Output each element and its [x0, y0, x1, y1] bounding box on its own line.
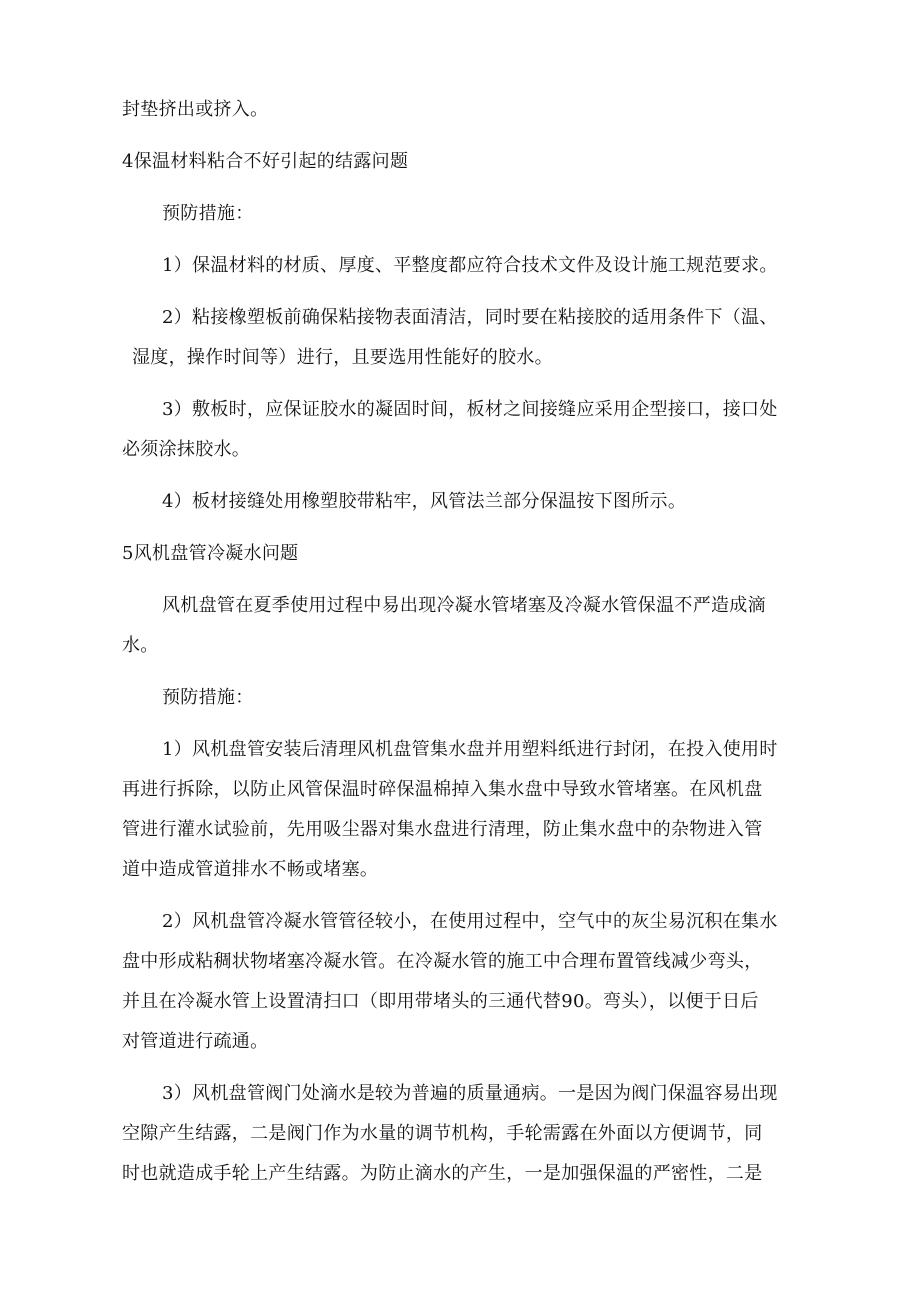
list-item-2-line: 2）风机盘管冷凝水管管径较小，在使用过程中，空气中的灰尘易沉积在集水 [162, 911, 778, 932]
list-item-2-line: 2）粘接橡塑板前确保粘接物表面清洁，同时要在粘接胶的适用条件下（温、 [162, 307, 778, 328]
list-item-3-line: 必须涂抹胶水。 [122, 439, 251, 460]
subheading-prevention-measures: 预防措施： [162, 203, 254, 224]
list-item-1-line: 管进行灌水试验前，先用吸尘器对集水盘进行清理，防止集水盘中的杂物进入管 [122, 819, 763, 840]
list-item-4-line: 4）板材接缝处用橡塑胶带粘牢，风管法兰部分保温按下图所示。 [162, 491, 687, 512]
subheading-prevention-measures: 预防措施： [162, 687, 254, 708]
list-item-1-line: 1）风机盘管安装后清理风机盘管集水盘并用塑料纸进行封闭，在投入使用时 [162, 739, 778, 760]
paragraph-line: 风机盘管在夏季使用过程中易出现冷凝水管堵塞及冷凝水管保温不严造成滴 [162, 595, 766, 616]
list-item-3-line: 时也就造成手轮上产生结露。为防止滴水的产生，一是加强保温的严密性，二是 [122, 1163, 763, 1184]
list-item-3-line: 3）敷板时，应保证胶水的凝固时间，板材之间接缝应采用企型接口，接口处 [162, 399, 778, 420]
section-heading-4: 4保温材料粘合不好引起的结露问题 [122, 151, 409, 172]
list-item-2-line: 并且在冷凝水管上设置清扫口（即用带堵头的三通代替90。弯头），以便于日后 [122, 991, 759, 1012]
paragraph-continuation-line: 封垫挤出或挤入。 [122, 99, 269, 120]
list-item-1-line: 1）保温材料的材质、厚度、平整度都应符合技术文件及设计施工规范要求。 [162, 255, 778, 276]
list-item-2-line: 湿度，操作时间等）进行，且要选用性能好的胶水。 [132, 347, 553, 368]
list-item-3-line: 3）风机盘管阀门处滴水是较为普遍的质量通病。一是因为阀门保温容易出现 [162, 1083, 778, 1104]
list-item-1-line: 道中造成管道排水不畅或堵塞。 [122, 859, 379, 880]
list-item-2-line: 盘中形成粘稠状物堵塞冷凝水管。在冷凝水管的施工中合理布置管线减少弯头， [122, 951, 763, 972]
list-item-2-line: 对管道进行疏通。 [122, 1031, 269, 1052]
list-item-1-line: 再进行拆除，以防止风管保温时碎保温棉掉入集水盘中导致水管堵塞。在风机盘 [122, 779, 763, 800]
paragraph-line: 水。 [122, 635, 159, 656]
section-heading-5: 5风机盘管冷凝水问题 [122, 543, 299, 564]
list-item-3-line: 空隙产生结露，二是阀门作为水量的调节机构，手轮需露在外面以方便调节，同 [122, 1123, 763, 1144]
